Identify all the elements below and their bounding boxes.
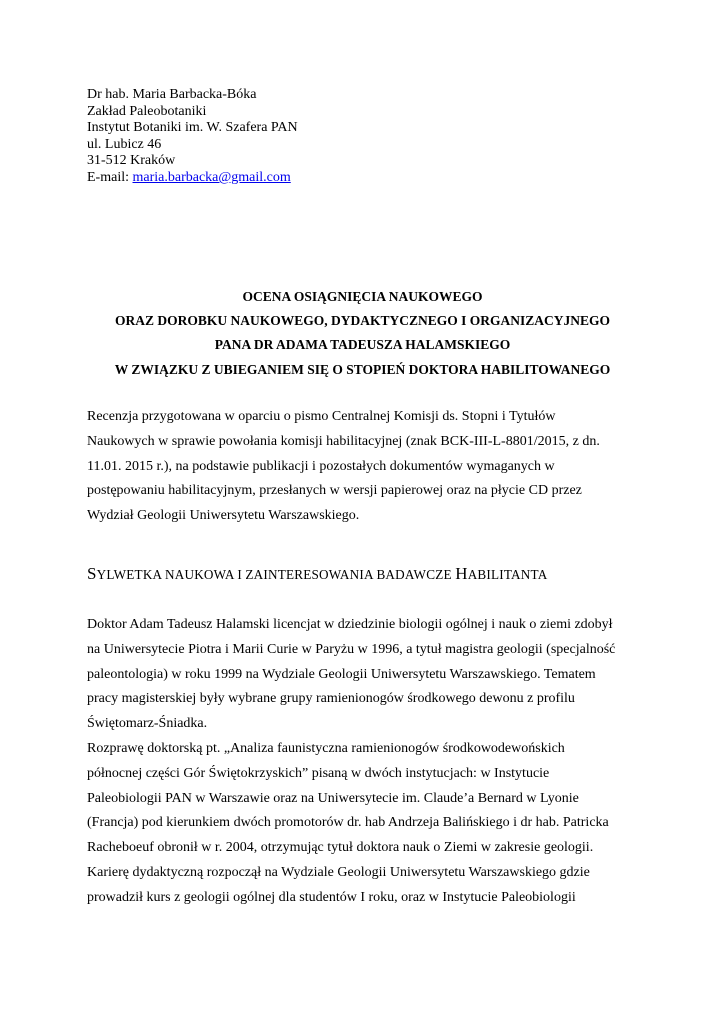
paragraph-line: Wydział Geologii Uniwersytetu Warszawskiego. bbox=[87, 508, 360, 524]
paragraph-line: (Francja) pod kierunkiem dwóch promotorów dr. hab Andrzeja Balińskiego i dr hab. Patricka bbox=[87, 815, 609, 831]
paragraph-line: Paleobiologii PAN w Warszawie oraz na Uniwersytecie im. Claude’a Bernard w Lyonie bbox=[87, 790, 579, 806]
paragraph-line: paleontologia) w roku 1999 na Wydziale Geologii Uniwersytetu Warszawskiego. Tematem bbox=[87, 666, 596, 682]
paragraph-line: pracy magisterskiej były wybrane grupy ramienionogów środkowego dewonu z profilu bbox=[87, 691, 575, 707]
email-label: E-mail: bbox=[87, 169, 129, 185]
paragraph-line: północnej części Gór Świętokrzyskich” pisaną w dwóch instytucjach: w Instytucie bbox=[87, 765, 550, 781]
heading-text-2: ABILITANTA bbox=[467, 567, 548, 582]
sender-address-block bbox=[87, 87, 487, 187]
sender-institute: Instytut Botaniki im. W. Szafera PAN bbox=[87, 120, 298, 136]
heading-initial-1: S bbox=[87, 564, 97, 583]
sender-department: Zakład Paleobotaniki bbox=[87, 103, 207, 119]
sender-city: 31-512 Kraków bbox=[87, 153, 176, 169]
paragraph-line: Doktor Adam Tadeusz Halamski licencjat w dziedzinie biologii ogólnej i nauk o ziemi zdobył bbox=[87, 617, 613, 632]
paragraph-line: Recenzja przygotowana w oparciu o pismo Centralnej Komisji ds. Stopni i Tytułów bbox=[87, 409, 556, 424]
email-link[interactable]: maria.barbacka@gmail.com bbox=[132, 169, 291, 185]
paragraph-line: Rozprawę doktorską pt. „Analiza faunistyczna ramienionogów środkowodewońskich bbox=[87, 740, 565, 756]
title-line-1: OCENA OSIĄGNIĘCIA NAUKOWEGO bbox=[242, 289, 483, 304]
intro-paragraph bbox=[87, 405, 642, 529]
heading-text-1: YLWETKA NAUKOWA I ZAINTERESOWANIA BADAWCZE bbox=[96, 567, 456, 582]
paragraph-line: prowadził kurs z geologii ogólnej dla studentów I roku, oraz w Instytucie Paleobiologii bbox=[87, 889, 576, 905]
title-line-2: ORAZ DOROBKU NAUKOWEGO, DYDAKTYCZNEGO I ORGANIZACYJNEGO bbox=[114, 313, 611, 329]
body-paragraph bbox=[87, 613, 642, 911]
title-line-4: W ZWIĄZKU Z UBIEGANIEM SIĘ O STOPIEŃ DOKTORA HABILITOWANEGO bbox=[114, 361, 611, 377]
sender-street: ul. Lubicz 46 bbox=[87, 136, 162, 152]
paragraph-line: Racheboeuf obronił w r. 2004, otrzymując tytuł doktora nauk o Ziemi w zakresie geologii. bbox=[87, 840, 594, 856]
paragraph-line: Naukowych w sprawie powołania komisji habilitacyjnej (znak BCK-III-L-8801/2015, z dn. bbox=[87, 433, 600, 449]
paragraph-line: na Uniwersytecie Piotra i Marii Curie w Paryżu w 1996, a tytuł magistra geologii (specjalność bbox=[87, 641, 616, 657]
paragraph-line: Świętomarz-Śniadka. bbox=[87, 716, 208, 732]
document-title bbox=[40, 285, 685, 382]
paragraph-line: 11.01. 2015 r.), na podstawie publikacji i pozostałych dokumentów wymaganych w bbox=[87, 458, 555, 474]
sender-name: Dr hab. Maria Barbacka-Bóka bbox=[87, 87, 257, 102]
title-line-3: PANA DR ADAMA TADEUSZA HALAMSKIEGO bbox=[214, 337, 511, 353]
sender-email-line bbox=[87, 170, 487, 187]
paragraph-line: Karierę dydaktyczną rozpoczął na Wydziale Geologii Uniwersytetu Warszawskiego gdzie bbox=[87, 864, 590, 880]
heading-initial-2: H bbox=[455, 564, 468, 583]
paragraph-line: postępowaniu habilitacyjnym, przesłanych w wersji papierowej oraz na płycie CD przez bbox=[87, 483, 582, 499]
section-heading bbox=[87, 563, 547, 586]
